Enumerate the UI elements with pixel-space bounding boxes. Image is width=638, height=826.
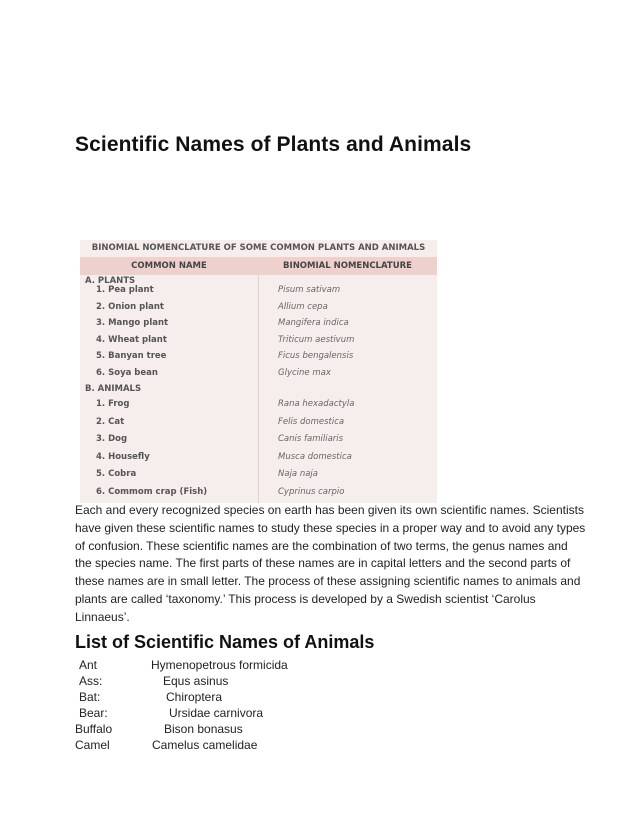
nomenclature-table-image bbox=[80, 240, 437, 503]
table-section-animals bbox=[80, 383, 437, 501]
table-row bbox=[80, 365, 437, 382]
table-caption: BINOMIAL NOMENCLATURE OF SOME COMMON PLANTS AND ANIMALS bbox=[91, 243, 426, 253]
binomial-cell: Ficus bengalensis bbox=[278, 351, 354, 361]
table-row bbox=[80, 299, 437, 316]
list-heading: List of Scientific Names of Animals bbox=[75, 632, 375, 652]
binomial-cell: Allium cepa bbox=[278, 301, 328, 312]
animal-name: Buffalo bbox=[75, 722, 113, 736]
animal-name: Camel bbox=[75, 738, 110, 752]
common-name-cell: 2. Onion plant bbox=[96, 301, 164, 312]
binomial-cell: Rana hexadactyla bbox=[278, 399, 355, 409]
table-row bbox=[80, 466, 437, 484]
common-name-cell: 5. Cobra bbox=[96, 469, 137, 479]
animal-scientific-name: Chiroptera bbox=[166, 690, 223, 704]
column-header-common-name: COMMON NAME bbox=[131, 261, 207, 271]
common-name-cell: 6. Soya bean bbox=[96, 367, 158, 378]
animal-scientific-name: Camelus camelidae bbox=[152, 738, 258, 752]
animal-scientific-name: Equs asinus bbox=[163, 674, 229, 688]
table-row bbox=[80, 431, 437, 449]
paragraph-line: have given these scientific names to study these species in a proper way and to avoid any types bbox=[75, 520, 586, 535]
section-label: B. ANIMALS bbox=[85, 384, 142, 394]
common-name-cell: 4. Housefly bbox=[96, 451, 150, 462]
binomial-cell: Musca domestica bbox=[278, 451, 352, 462]
paragraph-line: of confusion. These scientific names are the combination of two terms, the genus names and bbox=[75, 538, 568, 553]
common-name-cell: 3. Mango plant bbox=[96, 318, 169, 328]
section-label: A. PLANTS bbox=[85, 276, 136, 286]
common-name-cell: 6. Commom crap (Fish) bbox=[96, 486, 208, 497]
common-name-cell: 3. Dog bbox=[96, 434, 128, 444]
table-row bbox=[80, 449, 437, 467]
binomial-cell: Naja naja bbox=[278, 469, 319, 479]
binomial-cell: Cyprinus carpio bbox=[278, 486, 345, 497]
common-name-cell: 1. Pea plant bbox=[96, 285, 154, 295]
binomial-cell: Glycine max bbox=[278, 367, 331, 378]
table-row bbox=[80, 396, 437, 414]
common-name-cell: 5. Banyan tree bbox=[96, 351, 167, 361]
animal-name: Ant bbox=[79, 658, 98, 672]
table-row bbox=[80, 414, 437, 432]
animal-scientific-name: Bison bonasus bbox=[164, 722, 243, 736]
binomial-cell: Triticum aestivum bbox=[278, 334, 355, 345]
table-header bbox=[80, 257, 437, 275]
binomial-cell: Canis familiaris bbox=[278, 434, 344, 444]
paragraph-line: Linnaeus’. bbox=[75, 609, 130, 624]
table-section-plants bbox=[80, 275, 437, 387]
common-name-cell: 1. Frog bbox=[96, 399, 130, 409]
paragraph-line: these names are in small letter. The process of these assigning scientific names to animals and bbox=[75, 574, 581, 589]
table-row bbox=[80, 348, 437, 365]
page-title: Scientific Names of Plants and Animals bbox=[75, 133, 472, 156]
common-name-cell: 2. Cat bbox=[96, 416, 125, 427]
animal-name: Bat: bbox=[79, 690, 101, 704]
column-header-binomial: BINOMIAL NOMENCLATURE bbox=[283, 261, 412, 271]
animal-scientific-name: Hymenopetrous formicida bbox=[151, 658, 288, 672]
intro-paragraph bbox=[75, 502, 586, 627]
animal-scientific-name: Ursidae carnivora bbox=[169, 706, 264, 720]
table-row bbox=[80, 332, 437, 349]
table-row bbox=[80, 282, 437, 299]
animal-name: Bear: bbox=[79, 706, 108, 720]
paragraph-line: plants are called ‘taxonomy.’ This process is developed by a Swedish scientist ‘Carolus bbox=[75, 591, 536, 606]
paragraph-line: the species name. The first parts of these names are in capital letters and the second parts of bbox=[75, 556, 571, 571]
binomial-cell: Pisum sativam bbox=[278, 285, 341, 295]
animal-name: Ass: bbox=[79, 674, 103, 688]
binomial-cell: Felis domestica bbox=[278, 416, 345, 427]
table-row bbox=[80, 315, 437, 332]
binomial-cell: Mangifera indica bbox=[278, 318, 349, 328]
table-row bbox=[80, 484, 437, 502]
paragraph-line: Each and every recognized species on earth has been given its own scientific names. Scientists bbox=[75, 503, 584, 517]
common-name-cell: 4. Wheat plant bbox=[96, 334, 167, 345]
